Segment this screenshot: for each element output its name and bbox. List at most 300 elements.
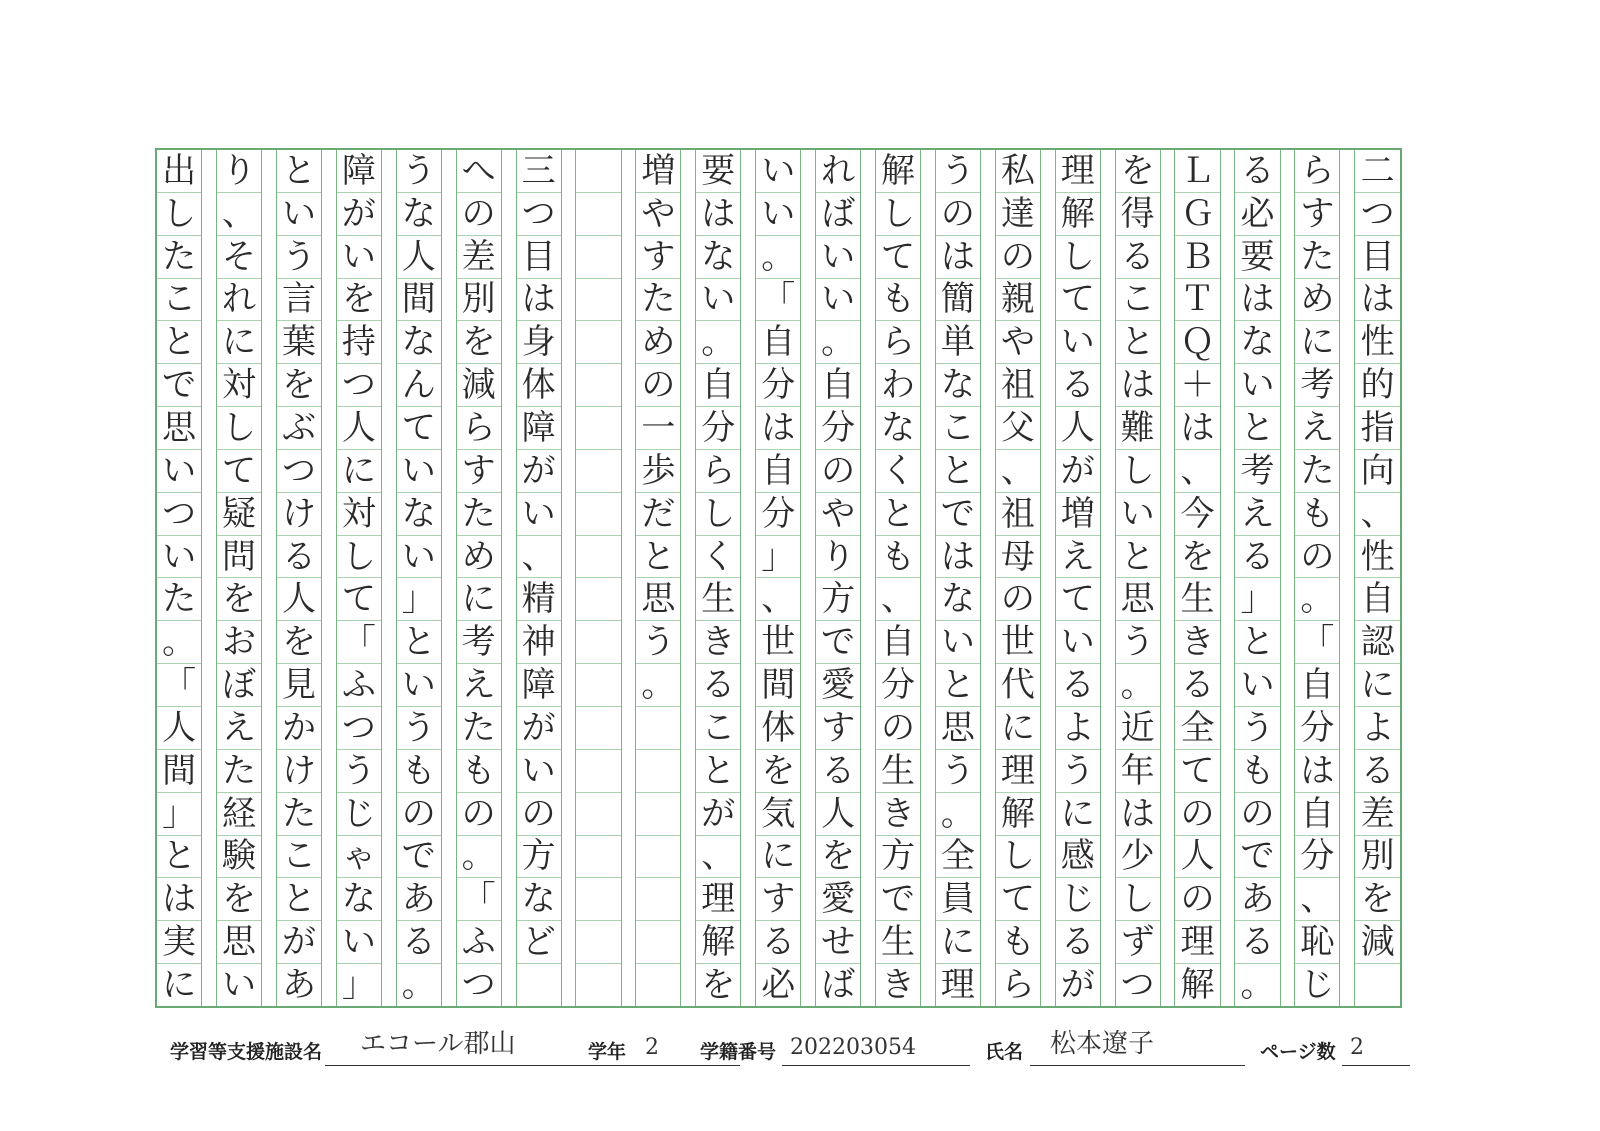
manuscript-cell: [636, 793, 680, 836]
manuscript-cell: と: [157, 836, 201, 879]
manuscript-cell: に: [217, 321, 261, 364]
manuscript-cell: え: [217, 707, 261, 750]
manuscript-column: [457, 150, 502, 1006]
manuscript-cell: を: [1175, 536, 1219, 579]
column-gutter: [202, 150, 217, 1006]
column-gutter: [801, 150, 816, 1006]
manuscript-cell: ら: [1000, 964, 1035, 1005]
manuscript-cell: の: [457, 193, 501, 236]
column-gutter: [442, 150, 457, 1006]
facility-label: 学習等支援施設名: [170, 1041, 323, 1063]
manuscript-cell: り: [816, 536, 860, 579]
manuscript-cell: も: [397, 750, 441, 793]
manuscript-cell: る: [1235, 150, 1279, 193]
manuscript-cell: 理: [940, 964, 975, 1005]
manuscript-cell: す: [1295, 193, 1339, 236]
manuscript-cell: 考: [1295, 364, 1339, 407]
manuscript-cell: 方: [517, 836, 561, 879]
manuscript-cell: る: [756, 921, 800, 964]
manuscript-cell: い: [816, 236, 860, 279]
manuscript-cell: の: [996, 578, 1040, 621]
manuscript-cell: 一: [636, 407, 680, 450]
manuscript-cell: あ: [281, 964, 316, 1005]
manuscript-cell: ゃ: [337, 836, 381, 879]
manuscript-cell: [636, 836, 680, 879]
manuscript-cell: 。: [936, 793, 980, 836]
manuscript-cell: 別: [457, 279, 501, 322]
manuscript-cell: し: [1116, 878, 1160, 921]
manuscript-cell: 人: [277, 578, 321, 621]
manuscript-cell: て: [397, 407, 441, 450]
manuscript-cell: に: [996, 707, 1040, 750]
manuscript-cell: 「: [337, 621, 381, 664]
manuscript-cell: し: [876, 193, 920, 236]
manuscript-grid: [155, 148, 1402, 1008]
manuscript-cell: す: [457, 450, 501, 493]
manuscript-cell: 障: [517, 407, 561, 450]
manuscript-cell: 的: [1355, 364, 1400, 407]
manuscript-cell: は: [756, 407, 800, 450]
manuscript-cell: へ: [457, 150, 501, 193]
manuscript-cell: 間: [756, 664, 800, 707]
manuscript-cell: Ｌ: [1175, 150, 1219, 193]
manuscript-cell: [636, 707, 680, 750]
manuscript-cell: 分: [816, 407, 860, 450]
manuscript-cell: 対: [337, 493, 381, 536]
manuscript-cell: は: [517, 279, 561, 322]
manuscript-cell: い: [337, 921, 381, 964]
manuscript-cell: る: [1175, 664, 1219, 707]
manuscript-cell: い: [696, 279, 740, 322]
manuscript-cell: [576, 536, 620, 579]
manuscript-column: [696, 150, 741, 1006]
manuscript-cell: 、: [1355, 493, 1400, 536]
manuscript-cell: な: [517, 878, 561, 921]
manuscript-cell: 恥: [1295, 921, 1339, 964]
manuscript-cell: 、: [696, 836, 740, 879]
manuscript-cell: に: [162, 964, 197, 1005]
manuscript-column: [397, 150, 442, 1006]
manuscript-cell: 理: [1056, 150, 1100, 193]
manuscript-cell: て: [1056, 279, 1100, 322]
name-underline: [1030, 1065, 1245, 1066]
column-gutter: [741, 150, 756, 1006]
manuscript-cell: の: [876, 707, 920, 750]
manuscript-column: [936, 150, 981, 1006]
manuscript-column: [816, 150, 861, 1006]
manuscript-cell: を: [217, 578, 261, 621]
manuscript-cell: る: [1235, 921, 1279, 964]
manuscript-cell: 。: [1116, 664, 1160, 707]
manuscript-cell: た: [157, 578, 201, 621]
manuscript-cell: を: [217, 878, 261, 921]
manuscript-cell: い: [816, 279, 860, 322]
manuscript-cell: 差: [457, 236, 501, 279]
manuscript-cell: お: [217, 621, 261, 664]
manuscript-cell: [576, 578, 620, 621]
manuscript-column: [996, 150, 1041, 1006]
manuscript-cell: 間: [397, 279, 441, 322]
manuscript-cell: 歩: [636, 450, 680, 493]
manuscript-cell: つ: [157, 493, 201, 536]
manuscript-cell: 単: [936, 321, 980, 364]
column-gutter: [262, 150, 277, 1006]
manuscript-cell: 員: [936, 878, 980, 921]
manuscript-cell: 要: [1235, 236, 1279, 279]
manuscript-cell: い: [1116, 493, 1160, 536]
manuscript-cell: わ: [876, 364, 920, 407]
manuscript-cell: う: [1056, 750, 1100, 793]
manuscript-cell: 理: [696, 878, 740, 921]
manuscript-cell: [576, 450, 620, 493]
manuscript-cell: 私: [996, 150, 1040, 193]
manuscript-cell: 自: [696, 364, 740, 407]
manuscript-cell: で: [876, 878, 920, 921]
manuscript-cell: う: [277, 236, 321, 279]
manuscript-cell: 自: [1355, 578, 1400, 621]
manuscript-cell: 。: [401, 964, 436, 1005]
manuscript-cell: う: [936, 150, 980, 193]
manuscript-cell: [576, 921, 620, 964]
manuscript-cell: ど: [517, 921, 561, 964]
manuscript-cell: る: [397, 921, 441, 964]
manuscript-cell: る: [816, 750, 860, 793]
manuscript-cell: し: [696, 493, 740, 536]
manuscript-cell: て: [1175, 750, 1219, 793]
manuscript-cell: 問: [217, 536, 261, 579]
manuscript-column: [157, 150, 202, 1006]
manuscript-cell: 、: [1295, 878, 1339, 921]
manuscript-cell: や: [636, 193, 680, 236]
manuscript-cell: の: [1175, 793, 1219, 836]
manuscript-cell: で: [397, 836, 441, 879]
manuscript-cell: い: [1235, 664, 1279, 707]
manuscript-cell: る: [1056, 364, 1100, 407]
manuscript-cell: た: [1295, 236, 1339, 279]
manuscript-cell: [576, 793, 620, 836]
manuscript-cell: と: [277, 878, 321, 921]
manuscript-cell: す: [816, 707, 860, 750]
manuscript-cell: い: [756, 193, 800, 236]
manuscript-cell: ふ: [337, 664, 381, 707]
manuscript-cell: じ: [1056, 878, 1100, 921]
manuscript-cell: や: [996, 321, 1040, 364]
manuscript-cell: 自: [1295, 793, 1339, 836]
manuscript-cell: 。: [696, 321, 740, 364]
manuscript-cell: も: [876, 536, 920, 579]
manuscript-cell: 愛: [816, 664, 860, 707]
manuscript-cell: を: [1355, 878, 1400, 921]
grade-underline: [625, 1065, 687, 1066]
manuscript-cell: き: [881, 964, 915, 1005]
manuscript-cell: 分: [696, 407, 740, 450]
manuscript-cell: 減: [457, 364, 501, 407]
manuscript-cell: も: [457, 750, 501, 793]
manuscript-cell: な: [936, 578, 980, 621]
manuscript-cell: Ｔ: [1175, 279, 1219, 322]
facility-value: エコール郡山: [360, 1029, 516, 1059]
column-gutter: [502, 150, 517, 1006]
manuscript-cell: に: [1355, 664, 1400, 707]
manuscript-cell: の: [1175, 878, 1219, 921]
manuscript-cell: の: [636, 364, 680, 407]
manuscript-cell: 、: [756, 578, 800, 621]
manuscript-cell: の: [996, 236, 1040, 279]
manuscript-cell: の: [517, 793, 561, 836]
manuscript-cell: ふ: [457, 921, 501, 964]
column-gutter: [382, 150, 397, 1006]
manuscript-cell: 「: [1295, 621, 1339, 664]
student-no-underline: [782, 1065, 970, 1066]
manuscript-cell: え: [1056, 536, 1100, 579]
manuscript-cell: が: [337, 193, 381, 236]
manuscript-cell: 三: [517, 150, 561, 193]
manuscript-cell: こ: [277, 836, 321, 879]
manuscript-cell: 分: [1295, 836, 1339, 879]
manuscript-cell: が: [1060, 964, 1095, 1005]
manuscript-cell: を: [457, 321, 501, 364]
manuscript-cell: 人: [157, 707, 201, 750]
manuscript-cell: こ: [936, 407, 980, 450]
manuscript-cell: 自: [756, 450, 800, 493]
manuscript-cell: 目: [1355, 236, 1400, 279]
manuscript-cell: つ: [337, 707, 381, 750]
manuscript-cell: い: [397, 664, 441, 707]
manuscript-cell: は: [936, 536, 980, 579]
manuscript-cell: 体: [756, 707, 800, 750]
manuscript-cell: い: [397, 450, 441, 493]
manuscript-column: [1235, 150, 1280, 1006]
manuscript-cell: 父: [996, 407, 1040, 450]
manuscript-cell: 達: [996, 193, 1040, 236]
manuscript-cell: け: [277, 750, 321, 793]
manuscript-cell: ＋: [1175, 364, 1219, 407]
manuscript-cell: な: [1235, 321, 1279, 364]
manuscript-cell: の: [936, 193, 980, 236]
manuscript-cell: 必: [1235, 193, 1279, 236]
manuscript-cell: て: [337, 578, 381, 621]
manuscript-cell: 。: [636, 664, 680, 707]
manuscript-cell: ぼ: [217, 664, 261, 707]
manuscript-cell: 指: [1355, 407, 1400, 450]
manuscript-cell: れ: [217, 279, 261, 322]
manuscript-column: [1116, 150, 1161, 1006]
manuscript-column: [337, 150, 382, 1006]
manuscript-cell: た: [457, 707, 501, 750]
manuscript-cell: 性: [1355, 321, 1400, 364]
manuscript-cell: 代: [996, 664, 1040, 707]
manuscript-column: [1056, 150, 1101, 1006]
manuscript-cell: で: [936, 493, 980, 536]
student-no-value: 202203054: [790, 1035, 916, 1060]
manuscript-cell: Ｂ: [1175, 236, 1219, 279]
manuscript-cell: が: [696, 793, 740, 836]
manuscript-cell: い: [756, 150, 800, 193]
column-gutter: [981, 150, 996, 1006]
manuscript-cell: や: [816, 493, 860, 536]
column-gutter: [921, 150, 936, 1006]
manuscript-cell: る: [1235, 536, 1279, 579]
manuscript-cell: じ: [337, 793, 381, 836]
manuscript-cell: Ｑ: [1175, 321, 1219, 364]
manuscript-cell: 性: [1355, 536, 1400, 579]
manuscript-cell: ば: [821, 964, 856, 1005]
manuscript-cell: け: [277, 493, 321, 536]
manuscript-cell: き: [696, 621, 740, 664]
manuscript-cell: の: [1295, 536, 1339, 579]
manuscript-cell: こ: [157, 279, 201, 322]
manuscript-cell: 思: [157, 407, 201, 450]
manuscript-cell: と: [1235, 407, 1279, 450]
manuscript-cell: な: [876, 407, 920, 450]
manuscript-cell: せ: [816, 921, 860, 964]
manuscript-cell: た: [457, 493, 501, 536]
manuscript-cell: 分: [756, 364, 800, 407]
manuscript-cell: る: [1056, 921, 1100, 964]
manuscript-cell: 生: [876, 921, 920, 964]
manuscript-cell: つ: [461, 964, 496, 1005]
manuscript-cell: 。: [1295, 578, 1339, 621]
manuscript-cell: 方: [816, 578, 860, 621]
column-gutter: [1161, 150, 1176, 1006]
manuscript-cell: と: [397, 621, 441, 664]
manuscript-cell: 「: [157, 664, 201, 707]
manuscript-cell: 解: [996, 793, 1040, 836]
manuscript-cell: 世: [756, 621, 800, 664]
manuscript-column: [517, 150, 562, 1006]
manuscript-cell: 目: [517, 236, 561, 279]
manuscript-cell: 精: [517, 578, 561, 621]
manuscript-cell: の: [457, 793, 501, 836]
manuscript-cell: ら: [696, 450, 740, 493]
manuscript-cell: と: [936, 664, 980, 707]
manuscript-cell: 人: [816, 793, 860, 836]
manuscript-cell: 祖: [996, 364, 1040, 407]
manuscript-cell: を: [277, 364, 321, 407]
manuscript-cell: 分: [1295, 707, 1339, 750]
manuscript-cell: い: [337, 236, 381, 279]
manuscript-cell: 要: [696, 150, 740, 193]
manuscript-cell: い: [397, 536, 441, 579]
manuscript-cell: し: [217, 407, 261, 450]
manuscript-cell: い: [1056, 321, 1100, 364]
manuscript-cell: 増: [1056, 493, 1100, 536]
manuscript-cell: 理: [1175, 921, 1219, 964]
manuscript-cell: 分: [756, 493, 800, 536]
manuscript-cell: 験: [217, 836, 261, 879]
manuscript-cell: が: [517, 450, 561, 493]
manuscript-cell: 考: [457, 621, 501, 664]
manuscript-column: [1175, 150, 1220, 1006]
manuscript-cell: り: [217, 150, 261, 193]
pages-value: 2: [1350, 1035, 1364, 1060]
manuscript-cell: た: [157, 236, 201, 279]
manuscript-cell: 考: [1235, 450, 1279, 493]
manuscript-cell: 神: [517, 621, 561, 664]
manuscript-cell: [636, 878, 680, 921]
manuscript-cell: 別: [1355, 836, 1400, 879]
manuscript-column: [217, 150, 262, 1006]
manuscript-cell: き: [1175, 621, 1219, 664]
manuscript-cell: [576, 707, 620, 750]
manuscript-cell: で: [1235, 836, 1279, 879]
manuscript-cell: は: [1116, 364, 1160, 407]
manuscript-cell: Ｇ: [1175, 193, 1219, 236]
manuscript-cell: 祖: [996, 493, 1040, 536]
manuscript-cell: る: [1355, 750, 1400, 793]
manuscript-cell: [576, 364, 620, 407]
manuscript-cell: 年: [1116, 750, 1160, 793]
manuscript-column: [576, 150, 621, 1006]
manuscript-cell: [636, 921, 680, 964]
manuscript-cell: な: [696, 236, 740, 279]
manuscript-cell: 間: [157, 750, 201, 793]
manuscript-cell: も: [1295, 493, 1339, 536]
manuscript-cell: [576, 279, 620, 322]
column-gutter: [1041, 150, 1056, 1006]
manuscript-cell: な: [337, 878, 381, 921]
column-gutter: [622, 150, 637, 1006]
manuscript-cell: か: [277, 707, 321, 750]
manuscript-cell: ば: [816, 193, 860, 236]
manuscript-cell: つ: [1120, 964, 1155, 1005]
manuscript-column: [756, 150, 801, 1006]
manuscript-cell: 感: [1056, 836, 1100, 879]
manuscript-cell: い: [517, 750, 561, 793]
manuscript-cell: よ: [1056, 707, 1100, 750]
manuscript-cell: [576, 836, 620, 879]
manuscript-cell: つ: [277, 450, 321, 493]
manuscript-cell: 増: [636, 150, 680, 193]
manuscript-cell: [576, 621, 620, 664]
manuscript-cell: で: [157, 364, 201, 407]
manuscript-cell: 自: [876, 621, 920, 664]
manuscript-cell: を: [337, 279, 381, 322]
manuscript-cell: 分: [876, 664, 920, 707]
manuscript-cell: だ: [636, 493, 680, 536]
manuscript-cell: 。: [157, 621, 201, 664]
manuscript-cell: 方: [876, 836, 920, 879]
manuscript-cell: う: [636, 621, 680, 664]
manuscript-cell: 」: [397, 578, 441, 621]
manuscript-cell: し: [157, 193, 201, 236]
manuscript-cell: え: [1235, 493, 1279, 536]
manuscript-cell: と: [696, 750, 740, 793]
student-no-label: 学籍番号: [700, 1041, 777, 1063]
manuscript-cell: く: [696, 536, 740, 579]
manuscript-cell: く: [876, 450, 920, 493]
manuscript-cell: 世: [996, 621, 1040, 664]
manuscript-cell: と: [936, 450, 980, 493]
manuscript-cell: に: [1056, 793, 1100, 836]
manuscript-cell: 、: [876, 578, 920, 621]
manuscript-cell: 、: [996, 450, 1040, 493]
manuscript-cell: の: [1235, 793, 1279, 836]
manuscript-cell: の: [397, 793, 441, 836]
manuscript-cell: 、: [217, 193, 261, 236]
manuscript-cell: た: [217, 750, 261, 793]
manuscript-cell: 。: [816, 321, 860, 364]
manuscript-cell: 」: [1235, 578, 1279, 621]
manuscript-cell: 自: [756, 321, 800, 364]
manuscript-cell: う: [337, 750, 381, 793]
manuscript-cell: て: [1056, 578, 1100, 621]
manuscript-cell: 持: [337, 321, 381, 364]
manuscript-cell: 体: [517, 364, 561, 407]
manuscript-cell: 障: [517, 664, 561, 707]
manuscript-cell: も: [876, 279, 920, 322]
manuscript-cell: 母: [996, 536, 1040, 579]
